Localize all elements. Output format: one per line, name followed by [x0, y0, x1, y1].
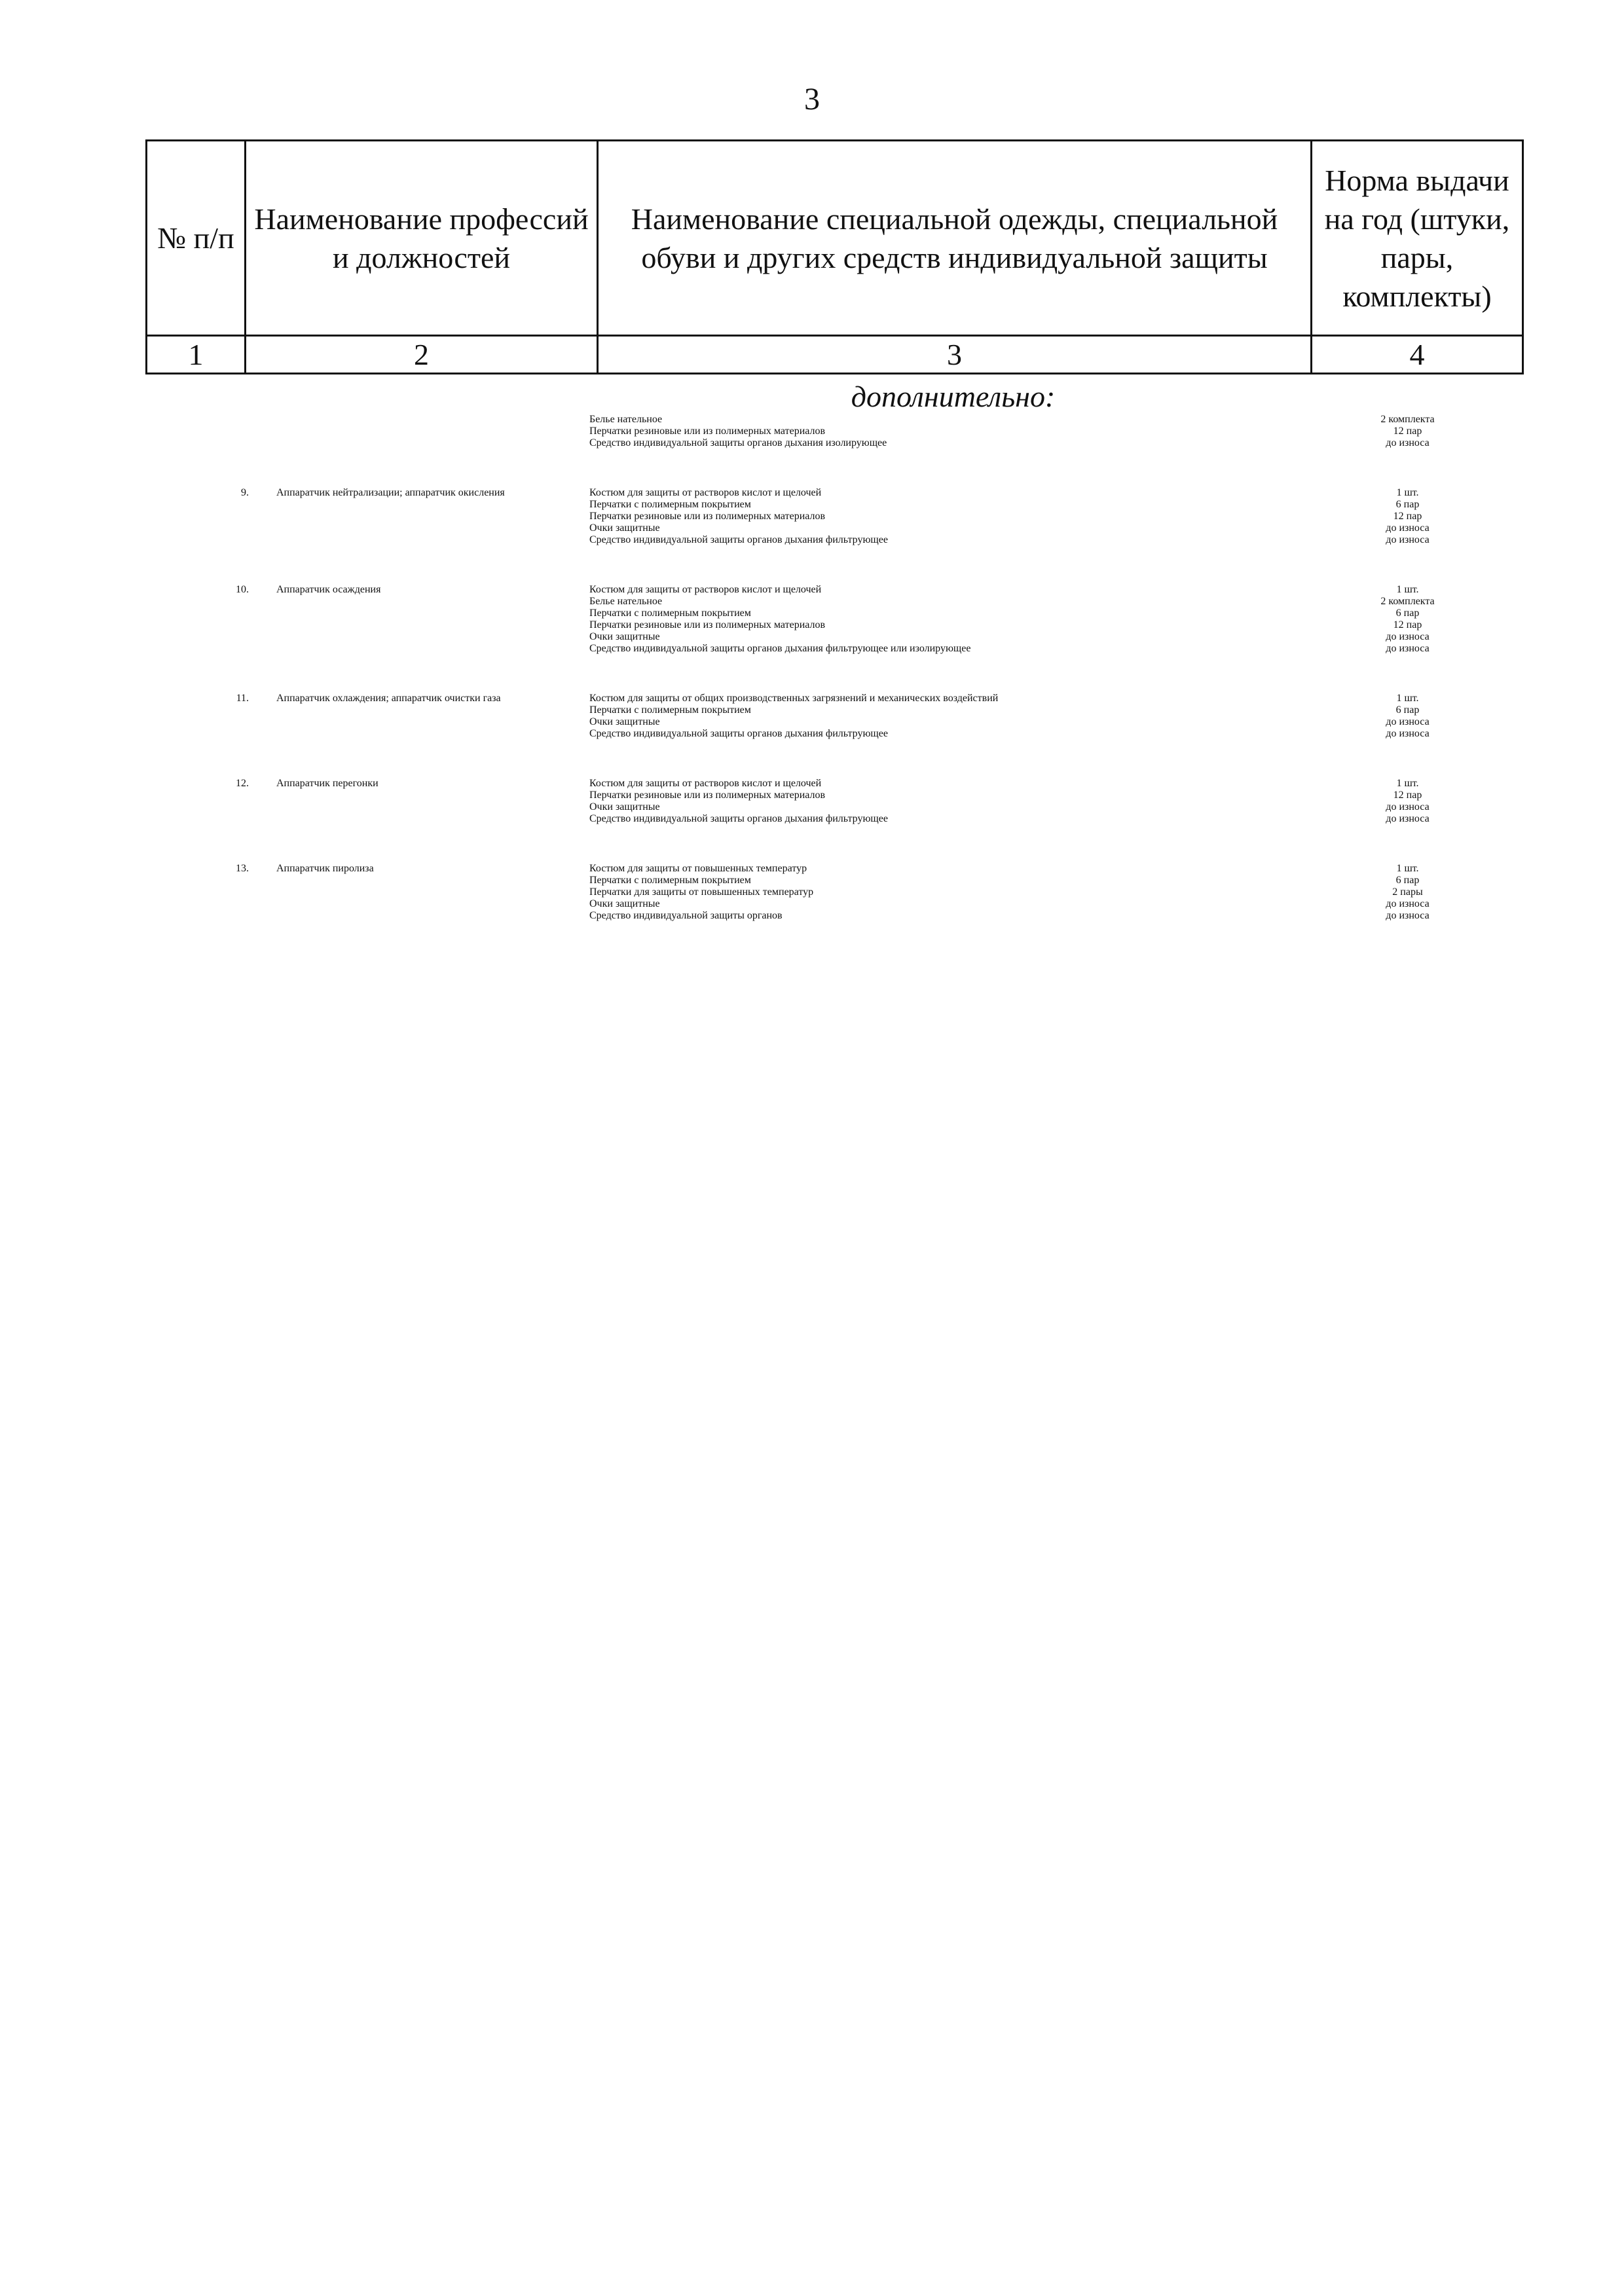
item-norm: 6 пар [1395, 875, 1420, 886]
item-row [589, 631, 1514, 643]
item-row [589, 596, 1514, 608]
row-number: 9. [241, 487, 249, 498]
item-row [589, 813, 1514, 825]
row-number: 11. [236, 693, 249, 704]
item-name: Очки защитные [589, 898, 660, 909]
continuation-group [145, 414, 1514, 449]
item-name: Средство индивидуальной защиты органов дыхания фильтрующее [589, 534, 888, 545]
item-list [589, 487, 1514, 546]
item-name: Средство индивидуальной защиты органов [589, 910, 783, 921]
item-name: Перчатки резиновые или из полимерных материалов [589, 790, 826, 801]
item-row [589, 728, 1514, 740]
header-num-4: 4 [1312, 336, 1523, 374]
item-row [589, 487, 1514, 499]
item-norm: 12 пар [1393, 511, 1422, 522]
item-name: Перчатки с полимерным покрытием [589, 608, 751, 619]
item-list [589, 778, 1514, 825]
item-list [589, 693, 1514, 740]
item-norm: до износа [1386, 728, 1430, 739]
item-norm: 6 пар [1395, 608, 1420, 619]
item-norm: до износа [1386, 534, 1430, 545]
page-number: 3 [804, 82, 820, 117]
row-number: 12. [236, 778, 249, 789]
item-row [589, 437, 1514, 449]
item-name: Очки защитные [589, 522, 660, 534]
table-row [145, 487, 1514, 546]
item-row [589, 499, 1514, 511]
item-row [589, 511, 1514, 522]
header-col-norm: Норма выдачи на год (штуки, пары, комплекты) [1312, 141, 1523, 336]
row-number [145, 414, 249, 449]
group-left [145, 693, 589, 740]
row-number: 13. [236, 863, 249, 874]
item-norm: до износа [1386, 898, 1430, 909]
item-name: Перчатки резиновые или из полимерных материалов [589, 619, 826, 630]
item-norm: 6 пар [1395, 704, 1420, 716]
item-name: Перчатки для защиты от повышенных температур [589, 886, 814, 898]
item-list [589, 863, 1514, 922]
table-row [145, 863, 1514, 922]
item-norm: 12 пар [1393, 619, 1422, 630]
header-col-profession: Наименование профессий и должностей [246, 141, 598, 336]
continuation-note: дополнительно: [851, 380, 1056, 413]
item-name: Белье нательное [589, 596, 663, 607]
item-norm: до износа [1386, 716, 1430, 727]
item-row [589, 704, 1514, 716]
row-profession [249, 414, 589, 449]
table-row [145, 584, 1514, 655]
item-name: Перчатки резиновые или из полимерных материалов [589, 511, 826, 522]
item-row [589, 584, 1514, 596]
header-num-3: 3 [598, 336, 1312, 374]
item-row [589, 801, 1514, 813]
item-name: Перчатки резиновые или из полимерных материалов [589, 426, 826, 437]
item-name: Перчатки с полимерным покрытием [589, 499, 751, 510]
item-name: Костюм для защиты от растворов кислот и щелочей [589, 584, 822, 595]
table-body [145, 380, 1514, 960]
item-norm: 1 шт. [1396, 863, 1419, 874]
row-profession: Аппаратчик осаждения [276, 584, 381, 595]
group-left [145, 863, 589, 922]
item-norm: 12 пар [1393, 426, 1422, 437]
item-norm: до износа [1386, 813, 1430, 824]
item-row [589, 898, 1514, 910]
item-name: Костюм для защиты от общих производственных загрязнений и механических воздействий [589, 693, 999, 704]
item-row [589, 875, 1514, 886]
row-profession: Аппаратчик охлаждения; аппаратчик очистки газа [276, 693, 501, 704]
row-profession: Аппаратчик пиролиза [276, 863, 374, 874]
item-row [589, 778, 1514, 790]
item-row [589, 534, 1514, 546]
item-row [589, 693, 1514, 704]
item-list [589, 414, 1514, 449]
item-row [589, 643, 1514, 655]
header-num-1: 1 [147, 336, 246, 374]
item-row [589, 790, 1514, 801]
item-norm: до износа [1386, 801, 1430, 812]
header-num-2: 2 [246, 336, 598, 374]
table-row [145, 693, 1514, 740]
item-name: Костюм для защиты от растворов кислот и щелочей [589, 778, 822, 789]
item-name: Очки защитные [589, 716, 660, 727]
item-list [589, 584, 1514, 655]
row-profession: Аппаратчик нейтрализации; аппаратчик окисления [276, 487, 505, 498]
group-left [145, 487, 589, 546]
row-profession: Аппаратчик перегонки [276, 778, 378, 789]
item-name: Белье нательное [589, 414, 663, 425]
item-row [589, 910, 1514, 922]
item-row [589, 608, 1514, 619]
group-left [145, 584, 589, 655]
item-name: Очки защитные [589, 631, 660, 642]
item-row [589, 863, 1514, 875]
group-left [145, 414, 589, 449]
item-name: Костюм для защиты от повышенных температур [589, 863, 807, 874]
item-norm: 12 пар [1393, 790, 1422, 801]
item-norm: 1 шт. [1396, 584, 1419, 595]
item-name: Средство индивидуальной защиты органов дыхания фильтрующее или изолирующее [589, 643, 971, 654]
item-name: Очки защитные [589, 801, 660, 812]
item-norm: до износа [1386, 643, 1430, 654]
item-name: Перчатки с полимерным покрытием [589, 704, 751, 716]
item-norm: до износа [1386, 631, 1430, 642]
item-norm: 2 комплекта [1380, 414, 1435, 425]
item-name: Средство индивидуальной защиты органов дыхания изолирующее [589, 437, 887, 448]
rows-container [145, 487, 1514, 922]
item-name: Перчатки с полимерным покрытием [589, 875, 751, 886]
item-norm: 2 пары [1392, 886, 1423, 898]
item-norm: 1 шт. [1396, 778, 1419, 789]
item-norm: до износа [1386, 910, 1430, 921]
table-row [145, 778, 1514, 825]
header-row [147, 141, 1523, 336]
item-row [589, 414, 1514, 426]
item-norm: до износа [1386, 522, 1430, 534]
group-left [145, 778, 589, 825]
item-row [589, 426, 1514, 437]
item-row [589, 716, 1514, 728]
item-norm: 6 пар [1395, 499, 1420, 510]
item-norm: 2 комплекта [1380, 596, 1435, 607]
item-norm: 1 шт. [1396, 487, 1419, 498]
item-name: Средство индивидуальной защиты органов дыхания фильтрующее [589, 728, 888, 739]
row-number: 10. [236, 584, 249, 595]
item-name: Костюм для защиты от растворов кислот и щелочей [589, 487, 822, 498]
table-header [145, 139, 1524, 374]
header-col-number: № п/п [147, 141, 246, 336]
item-row [589, 886, 1514, 898]
item-norm: до износа [1386, 437, 1430, 448]
item-row [589, 619, 1514, 631]
header-numbers-row [147, 336, 1523, 374]
item-norm: 1 шт. [1396, 693, 1419, 704]
item-name: Средство индивидуальной защиты органов дыхания фильтрующее [589, 813, 888, 824]
header-col-equipment: Наименование специальной одежды, специальной обуви и других средств индивидуальной защиты [598, 141, 1312, 336]
item-row [589, 522, 1514, 534]
